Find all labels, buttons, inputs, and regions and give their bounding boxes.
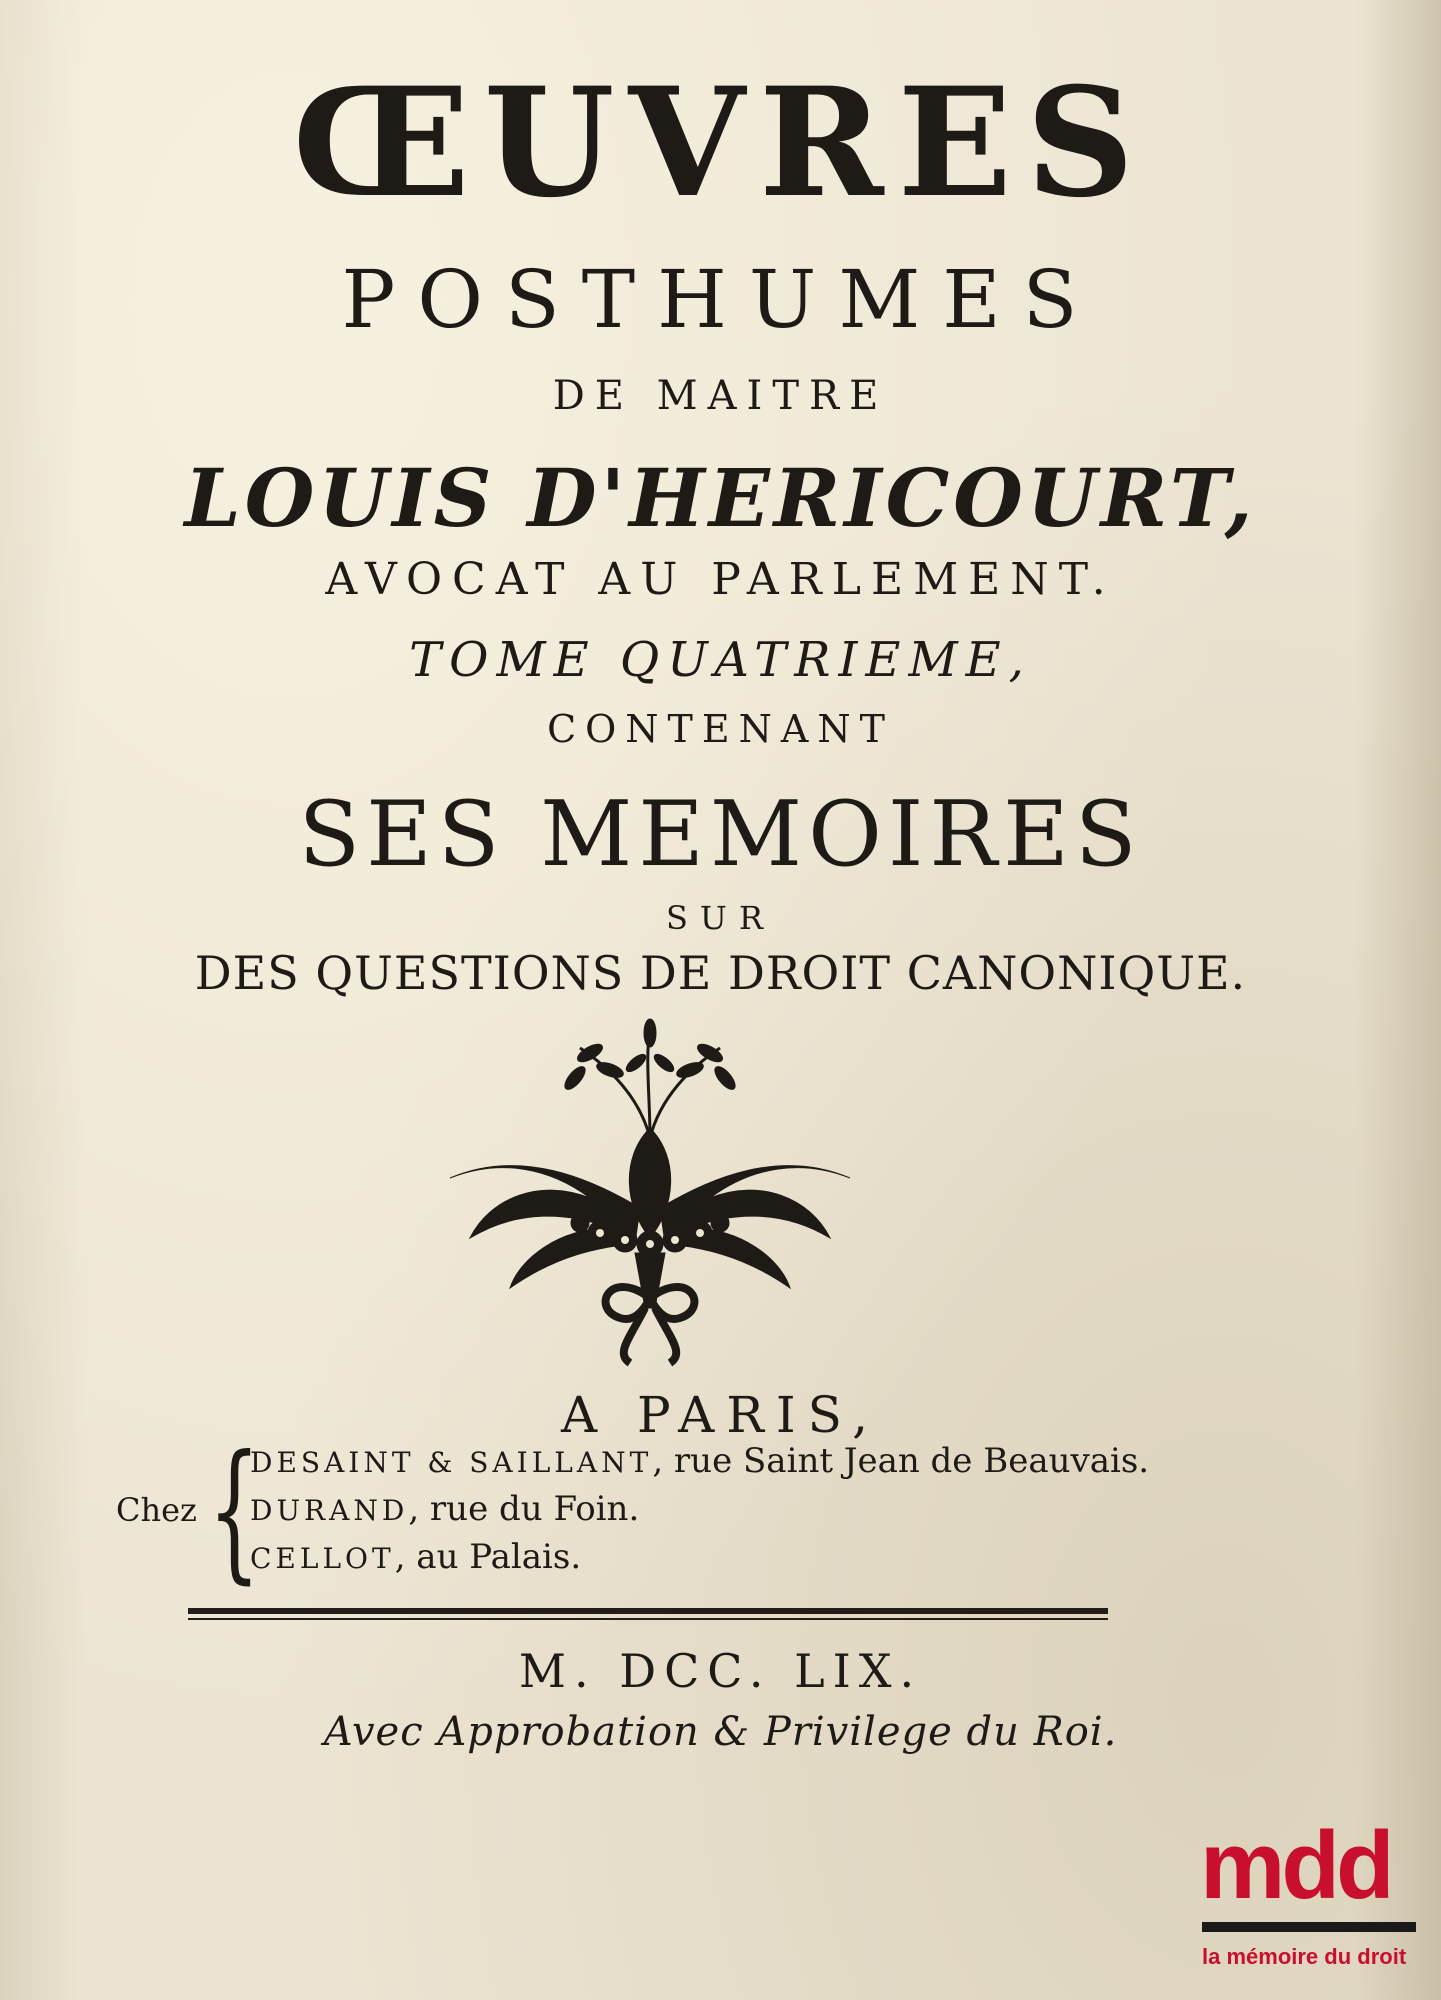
imprint-place: A PARIS, <box>561 1386 880 1444</box>
logo-mark: mdd <box>1200 1812 1391 1919</box>
publisher-line <box>250 1489 640 1529</box>
author-name: LOUIS D'HERICOURT, <box>184 451 1257 545</box>
publisher-name: DESAINT & SAILLANT <box>250 1446 653 1479</box>
imprint-year: M. DCC. LIX. <box>518 1644 923 1698</box>
title-oeuvres: ŒUVRES <box>292 55 1149 231</box>
contenant-label: CONTENANT <box>547 707 894 751</box>
publisher-address: , rue Saint Jean de Beauvais. <box>652 1441 1150 1481</box>
mdd-watermark-logo <box>1190 1812 1430 1988</box>
sur-label: SUR <box>666 899 775 937</box>
floral-bouquet-ornament-icon <box>440 1008 860 1368</box>
chez-label: Chez <box>116 1491 197 1529</box>
memoires-heading: SES MEMOIRES <box>298 782 1143 887</box>
curly-brace-icon: { <box>208 1424 261 1598</box>
publisher-name: CELLOT <box>250 1542 395 1575</box>
publisher-line <box>250 1537 582 1577</box>
volume-label: TOME QUATRIEME, <box>409 632 1032 688</box>
publishers-block <box>110 1424 1310 1598</box>
publisher-name: DURAND <box>250 1494 409 1527</box>
publisher-line <box>250 1441 1150 1481</box>
logo-bar <box>1202 1922 1416 1932</box>
title-posthumes: POSTHUMES <box>341 253 1100 346</box>
subject-line: DES QUESTIONS DE DROIT CANONIQUE. <box>194 946 1247 1000</box>
double-rule-divider <box>188 1608 1108 1620</box>
publisher-address: , au Palais. <box>394 1537 582 1577</box>
title-de-maitre: DE MAITRE <box>552 373 889 419</box>
logo-tagline: la mémoire du droit <box>1202 1944 1407 1969</box>
author-title: AVOCAT AU PARLEMENT. <box>325 554 1116 605</box>
privilege-line: Avec Approbation & Privilege du Roi. <box>323 1709 1118 1755</box>
publisher-address: , rue du Foin. <box>408 1489 640 1529</box>
